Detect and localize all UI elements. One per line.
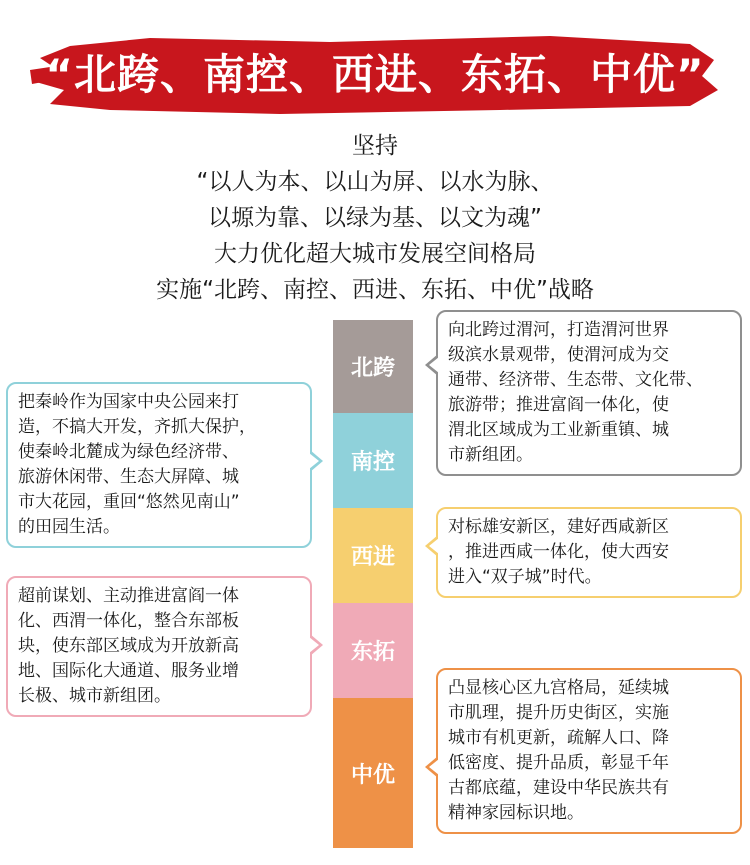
callout-line: 造，不搞大开发，齐抓大保护， (18, 417, 256, 437)
callout-line: 市新组团。 (448, 445, 533, 465)
callout-line: 旅游休闲带、生态大屏障、城 (18, 467, 239, 487)
callout-line: 渭北区域成为工业新重镇、城 (448, 420, 669, 440)
callout-line: 市大花园，重回“悠然见南山” (18, 492, 240, 512)
callout-zhongyou (436, 668, 742, 834)
callout-line: 向北跨过渭河，打造渭河世界 (448, 320, 669, 340)
callout-line: 的田园生活。 (18, 517, 120, 537)
callout-line: 使秦岭北麓成为绿色经济带、 (18, 442, 239, 462)
callout-nankong (6, 382, 312, 548)
callout-line: ，推进西咸一体化，使大西安 (448, 542, 669, 562)
callout-beikua (436, 310, 742, 476)
callout-line: 地、国际化大通道、服务业增 (18, 661, 239, 681)
callout-line: 把秦岭作为国家中央公园来打 (18, 392, 239, 412)
callout-line: 长极、城市新组团。 (18, 686, 171, 706)
callout-line: 进入“双子城”时代。 (448, 567, 602, 587)
intro-line: 以塬为靠、以绿为基、以文为魂” (208, 205, 542, 231)
intro-line: 实施“北跨、南控、西进、东拓、中优”战略 (156, 277, 594, 303)
spine-beikua (333, 320, 413, 413)
spine-label: 中优 (350, 762, 395, 788)
intro-line: “以人为本、以山为屏、以水为脉、 (196, 169, 554, 195)
callout-line: 对标雄安新区，建好西咸新区 (448, 517, 669, 537)
callout-line: 块，使东部区域成为开放新高 (18, 636, 239, 656)
callout-xijin (436, 507, 742, 598)
intro-line: 大力优化超大城市发展空间格局 (214, 241, 536, 267)
callout-line: 旅游带；推进富阎一体化，使 (448, 395, 669, 415)
callout-line: 化、西渭一体化，整合东部板 (18, 611, 239, 631)
intro-line: 坚持 (352, 133, 398, 159)
title-banner (30, 24, 720, 120)
spine-label: 南控 (350, 450, 395, 475)
spine-label: 北跨 (350, 356, 395, 381)
intro-text (0, 128, 750, 308)
callout-line: 精神家园标识地。 (448, 803, 584, 823)
callout-line: 凸显核心区九宫格局，延续城 (448, 678, 669, 698)
callout-line: 低密度、提升品质，彰显千年 (448, 753, 669, 773)
spine-label: 东拓 (350, 640, 395, 665)
spine-nankong (333, 413, 413, 508)
spine-label: 西进 (350, 545, 395, 570)
callout-line: 超前谋划、主动推进富阎一体 (18, 586, 239, 606)
callout-line: 城市有机更新，疏解人口、降 (448, 728, 669, 748)
callout-dongtuo (6, 576, 312, 717)
spine-xijin (333, 508, 413, 603)
callout-line: 通带、经济带、生态带、文化带、 (448, 370, 703, 390)
callout-line: 古都底蕴，建设中华民族共有 (448, 778, 669, 798)
spine-zhongyou (333, 698, 413, 848)
banner-title: “北跨、南控、西进、东拓、中优” (45, 50, 705, 99)
spine-dongtuo (333, 603, 413, 698)
callout-line: 级滨水景观带，使渭河成为交 (448, 345, 669, 365)
callout-line: 市肌理，提升历史街区，实施 (448, 703, 669, 723)
